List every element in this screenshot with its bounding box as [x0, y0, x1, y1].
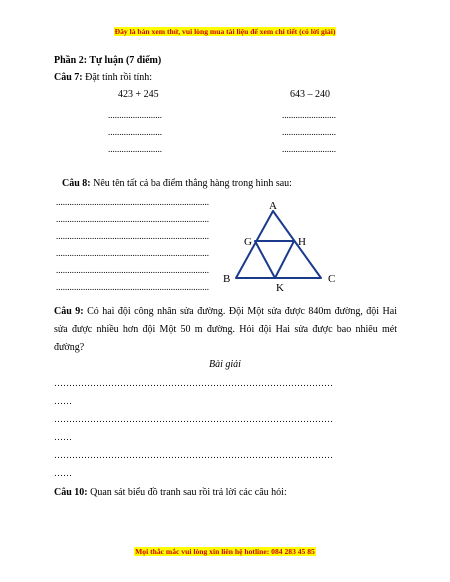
q8-answer-line: ....................................................................: [56, 282, 209, 292]
q8-answer-line: ....................................................................: [56, 214, 209, 224]
q8-answer-line: ....................................................................: [56, 197, 209, 207]
q7-answer-line: ........................: [108, 144, 162, 154]
q8-prompt: Nêu tên tất cả ba điểm thẳng hàng trong hình sau:: [93, 178, 292, 189]
point-label: C: [328, 273, 336, 285]
header-banner-row: [0, 26, 450, 37]
footer-banner: Mọi thắc mắc vui lòng xin liên hệ hotline: 084 283 45 85: [135, 547, 315, 556]
point-label: A: [269, 200, 277, 212]
q10-prompt: Quan sát biểu đồ tranh sau rồi trả lời các câu hỏi:: [90, 487, 287, 498]
q7-answer-line: ........................: [108, 110, 162, 120]
q7-prompt: Đặt tính rồi tính:: [85, 72, 153, 83]
q8-label: Câu 8:: [62, 178, 91, 189]
q10-heading: [54, 487, 287, 498]
point-label: B: [223, 273, 231, 285]
footer-banner-row: [0, 546, 450, 557]
q10-label: Câu 10:: [54, 487, 88, 498]
q7-expr-left: 423 + 245: [118, 89, 159, 100]
q7-answer-line: ........................: [282, 144, 336, 154]
section-title: Phần 2: Tự luận (7 điểm): [54, 55, 162, 66]
q9-answer-line: …………………………………………………………………………………: [54, 414, 333, 424]
q8-heading: [62, 178, 292, 189]
q8-answer-line: ....................................................................: [56, 265, 209, 275]
q9-text: Có hai đội công nhân sửa đường. Đội Một sửa được 840m đường, đội Hai sửa được nhiều hơn đội Một 50 m đường. Hỏi đội Hai sửa được bao nhiêu mét đường?: [54, 306, 397, 353]
q7-answer-line: ........................: [282, 110, 336, 120]
q9-answer-line: …………………………………………………………………………………: [54, 450, 333, 460]
solution-heading: Bài giải: [209, 359, 241, 370]
q7-heading: [54, 72, 152, 83]
q9-label: Câu 9:: [54, 306, 84, 317]
q7-expr-right: 643 – 240: [290, 89, 330, 100]
q9-answer-tail: ……: [54, 432, 72, 442]
q9-question: [54, 303, 397, 357]
q8-answer-line: ....................................................................: [56, 231, 209, 241]
header-banner: Đây là bản xem thử, vui lòng mua tài liệu để xem chi tiết (có lời giải): [114, 27, 336, 36]
q9-answer-tail: ……: [54, 396, 72, 406]
q9-answer-line: …………………………………………………………………………………: [54, 378, 333, 388]
point-label: G: [244, 236, 252, 248]
q7-label: Câu 7:: [54, 72, 83, 83]
point-label: H: [298, 236, 306, 248]
triangle-ghk: [255, 241, 294, 278]
triangle-figure: [220, 198, 350, 293]
q7-answer-line: ........................: [282, 127, 336, 137]
q7-answer-line: ........................: [108, 127, 162, 137]
q8-answer-line: ....................................................................: [56, 248, 209, 258]
q9-answer-tail: ……: [54, 468, 72, 478]
point-label: K: [276, 282, 284, 293]
